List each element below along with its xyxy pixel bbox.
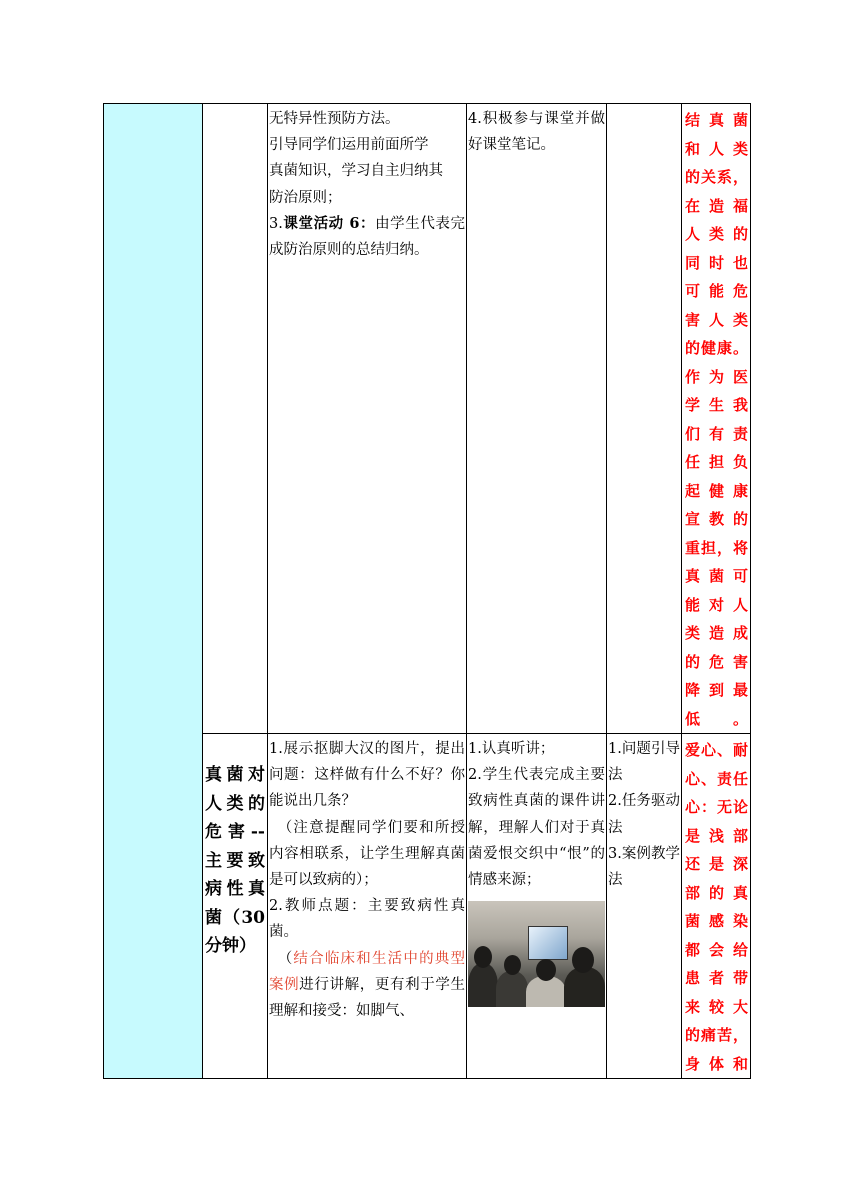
ideology-line: 能 对 人 [685, 595, 748, 614]
student-paragraph: 2.学生代表完成主要致病性真菌的课件讲解，理解人们对于真菌爱恨交织中“恨”的情感来源； [468, 767, 605, 889]
ideology-line: 起 健 康 [685, 481, 748, 500]
ideology-line: 学 生 我 [685, 396, 748, 414]
classroom-photo [468, 901, 605, 1007]
class-activity [269, 211, 465, 263]
ideology-line: 还 是 深 [685, 855, 748, 873]
ideology-line: 在 造 福 [685, 196, 748, 215]
topic-cell [203, 734, 268, 1079]
ideology-line: 的健康。 [685, 339, 748, 357]
ideology-line: 和 人 类 [685, 139, 748, 158]
table-row [104, 104, 751, 734]
method-item: 1.问题引导法 [608, 741, 680, 784]
ideology-line: 人 类 的 [685, 225, 748, 243]
method-cell-empty [607, 104, 682, 734]
ideology-line: 来 较 大 [685, 997, 748, 1016]
student-activity-text: 4.积极参与课堂并做好课堂笔记。 [468, 111, 605, 154]
lesson-plan-table [103, 103, 751, 1079]
student-activity-cell [467, 104, 607, 734]
section-cell [104, 104, 203, 1079]
teaching-activity-text [268, 104, 466, 263]
ideology-line: 类 造 成 [685, 624, 748, 642]
ideology-line: 菌 感 染 [685, 912, 748, 930]
teaching-line: 无特异性预防方法。 [269, 111, 400, 127]
student-paragraph: 1.认真听讲； [468, 741, 555, 757]
method-list [607, 734, 681, 893]
ideology-line: 结 真 菌 [685, 111, 748, 129]
activity-number: 3. [269, 215, 283, 232]
ideology-line: 的 危 害 [685, 652, 748, 671]
teaching-line: 引导同学们运用前面所学 [269, 137, 429, 154]
activity-text: 由学生代表完成防治原则的总结归纳。 [269, 215, 465, 259]
ideology-line: 任 担 负 [685, 453, 748, 471]
ideology-line: 重担，将 [685, 538, 748, 557]
teaching-activity-cell [268, 734, 467, 1079]
ideology-line: 心、责任 [685, 769, 748, 788]
ideology-line: 降 到 最 [685, 681, 748, 699]
teaching-activity-cell [268, 104, 467, 734]
ideology-text [682, 104, 750, 733]
ideology-line: 宣 教 的 [685, 510, 748, 528]
ideology-line: 可 能 危 [685, 282, 748, 300]
ideology-line: 同 时 也 [685, 253, 748, 272]
ideology-line: 都 会 给 [685, 940, 748, 959]
method-cell [607, 734, 682, 1079]
teaching-line: 真菌知识，学习自主归纳其 [269, 163, 443, 180]
ideology-line: 作 为 医 [685, 367, 748, 386]
projector-screen [528, 926, 568, 960]
topic-duration: （30分钟） [205, 907, 265, 956]
teaching-text: 进行讲解，更有利于学生理解和接受：如脚气、 [269, 976, 465, 1020]
ideology-line: 患 者 带 [685, 969, 748, 987]
teaching-paragraph [269, 946, 465, 1025]
topic-text: 真菌对人类的危害--主要致病性真菌 [205, 765, 265, 928]
teaching-paragraph: 2.教师点题：主要致病性真菌。 [269, 898, 465, 941]
ideology-line: 害 人 类 [685, 310, 748, 329]
ideology-cell [682, 734, 751, 1079]
ideology-line: 的痛苦， [685, 1026, 748, 1044]
teaching-activity-text [268, 734, 466, 1024]
method-item: 3.案例教学法 [608, 845, 680, 889]
ideology-line: 部 的 真 [685, 883, 748, 902]
ideology-text [682, 734, 750, 1078]
teaching-paragraph: （注意提醒同学们要和所授内容相联系，让学生理解真菌是可以致病的）； [269, 819, 465, 889]
ideology-line: 是 浅 部 [685, 826, 748, 845]
ideology-line: 们 有 责 [685, 424, 748, 443]
teaching-line: 防治原则； [269, 189, 342, 206]
ideology-line: 心：无论 [685, 798, 748, 816]
student-figure [564, 967, 605, 1007]
ideology-line: 爱心、耐 [685, 741, 748, 759]
ideology-line: 的关系， [685, 168, 748, 186]
student-activity-cell [467, 734, 607, 1079]
student-activity-text [467, 734, 606, 893]
student-figure [496, 971, 528, 1007]
paren-open: （ [277, 950, 294, 967]
ideology-line: 低。 [685, 709, 748, 728]
highlight-text: 结合临床和生活中的典型案例 [269, 950, 466, 993]
method-item: 2.任务驱动法 [608, 793, 680, 836]
student-figure [468, 963, 498, 1007]
ideology-cell [682, 104, 751, 734]
topic-cell-empty [203, 104, 268, 734]
ideology-line: 身 体 和 [685, 1054, 748, 1073]
ideology-line: 真 菌 可 [685, 567, 748, 585]
topic-title [203, 734, 267, 961]
teaching-paragraph: 1.展示抠脚大汉的图片，提出问题：这样做有什么不好？你能说出几条？ [269, 741, 465, 810]
activity-label: 课堂活动 6： [282, 214, 376, 232]
